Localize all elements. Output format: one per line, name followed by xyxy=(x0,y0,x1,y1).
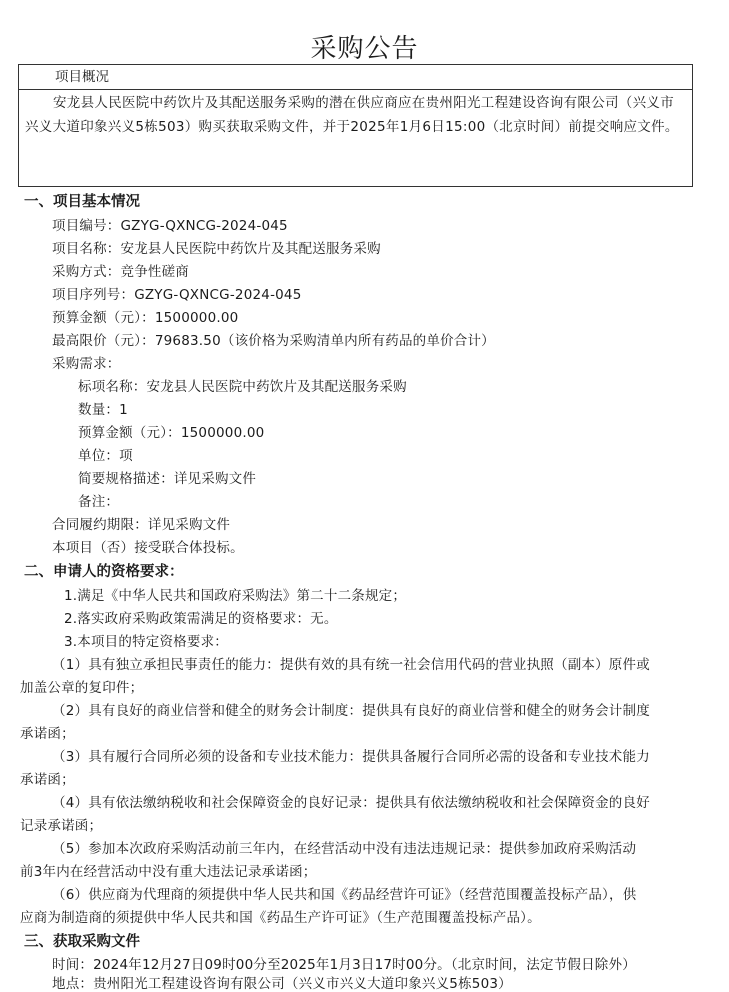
specific-req-6-cont: 应商为制造商的须提供中华人民共和国《药品生产许可证》（生产范围覆盖投标产品）。 xyxy=(20,910,541,926)
specific-req-3: （3）具有履行合同所必须的设备和专业技术能力：提供具备履行合同所必需的设备和专业技术能力 xyxy=(52,749,650,765)
consortium-note: 本项目（否）接受联合体投标。 xyxy=(52,540,244,556)
acquisition-time: 时间：2024年12月27日09时00分至2025年1月3日17时00分。（北京时间，法定节假日除外） xyxy=(52,957,636,973)
project-serial-number: 项目序列号：GZYG-QXNCG-2024-045 xyxy=(52,287,302,303)
specific-req-3-cont: 承诺函； xyxy=(20,772,75,788)
procurement-method: 采购方式：竞争性磋商 xyxy=(52,264,189,280)
requirement-1: 1.满足《中华人民共和国政府采购法》第二十二条规定； xyxy=(64,588,407,604)
specific-req-2-cont: 承诺函； xyxy=(20,726,75,742)
specific-req-4: （4）具有依法缴纳税收和社会保障资金的良好记录：提供具有依法缴纳税收和社会保障资金的良好 xyxy=(52,795,650,811)
overview-body: 安龙县人民医院中药饮片及其配送服务采购的潜在供应商应在贵州阳光工程建设咨询有限公司（兴义市兴义大道印象兴义5栋503）购买获取采购文件，并于2025年1月6日15:00（北京时间）前提交响应文件。 xyxy=(25,95,679,135)
specific-req-1-cont: 加盖公章的复印件； xyxy=(20,680,144,696)
specific-req-4-cont: 记录承诺函； xyxy=(20,818,103,834)
requirement-3: 3.本项目的特定资格要求： xyxy=(64,634,228,650)
specific-req-5: （5）参加本次政府采购活动前三年内，在经营活动中没有违法违规记录：提供参加政府采购活动 xyxy=(52,841,637,857)
contract-period: 合同履约期限：详见采购文件 xyxy=(52,517,231,533)
lot-budget: 预算金额（元）：1500000.00 xyxy=(78,425,265,441)
specific-req-6: （6）供应商为代理商的须提供中华人民共和国《药品经营许可证》（经营范围覆盖投标产品），供 xyxy=(52,887,637,903)
lot-unit: 单位：项 xyxy=(78,448,133,464)
section-1-heading: 一、项目基本情况 xyxy=(24,194,140,210)
demand-label: 采购需求： xyxy=(52,356,121,372)
project-number: 项目编号：GZYG-QXNCG-2024-045 xyxy=(52,218,288,234)
requirement-2: 2.落实政府采购政策需满足的资格要求：无。 xyxy=(64,611,338,627)
page-title: 采购公告 xyxy=(310,34,419,64)
budget-amount: 预算金额（元）：1500000.00 xyxy=(52,310,239,326)
max-price: 最高限价（元）：79683.50（该价格为采购清单内所有药品的单价合计） xyxy=(52,333,495,349)
specific-req-5-cont: 前3年内在经营活动中没有重大违法记录承诺函； xyxy=(20,864,317,880)
lot-quantity: 数量：1 xyxy=(78,402,128,418)
project-name: 项目名称：安龙县人民医院中药饮片及其配送服务采购 xyxy=(52,241,381,257)
specific-req-2: （2）具有良好的商业信誉和健全的财务会计制度：提供具有良好的商业信誉和健全的财务会计制度 xyxy=(52,703,650,719)
section-2-heading: 二、申请人的资格要求： xyxy=(24,564,184,580)
acquisition-place: 地点：贵州阳光工程建设咨询有限公司（兴义市兴义大道印象兴义5栋503） xyxy=(52,976,512,992)
lot-name: 标项名称：安龙县人民医院中药饮片及其配送服务采购 xyxy=(78,379,407,395)
overview-header: 项目概况 xyxy=(19,65,692,90)
lot-remark: 备注： xyxy=(78,494,120,510)
section-3-heading: 三、获取采购文件 xyxy=(24,934,140,950)
overview-box xyxy=(18,64,693,187)
lot-spec: 简要规格描述：详见采购文件 xyxy=(78,471,257,487)
specific-req-1: （1）具有独立承担民事责任的能力：提供有效的具有统一社会信用代码的营业执照（副本）原件或 xyxy=(52,657,650,673)
